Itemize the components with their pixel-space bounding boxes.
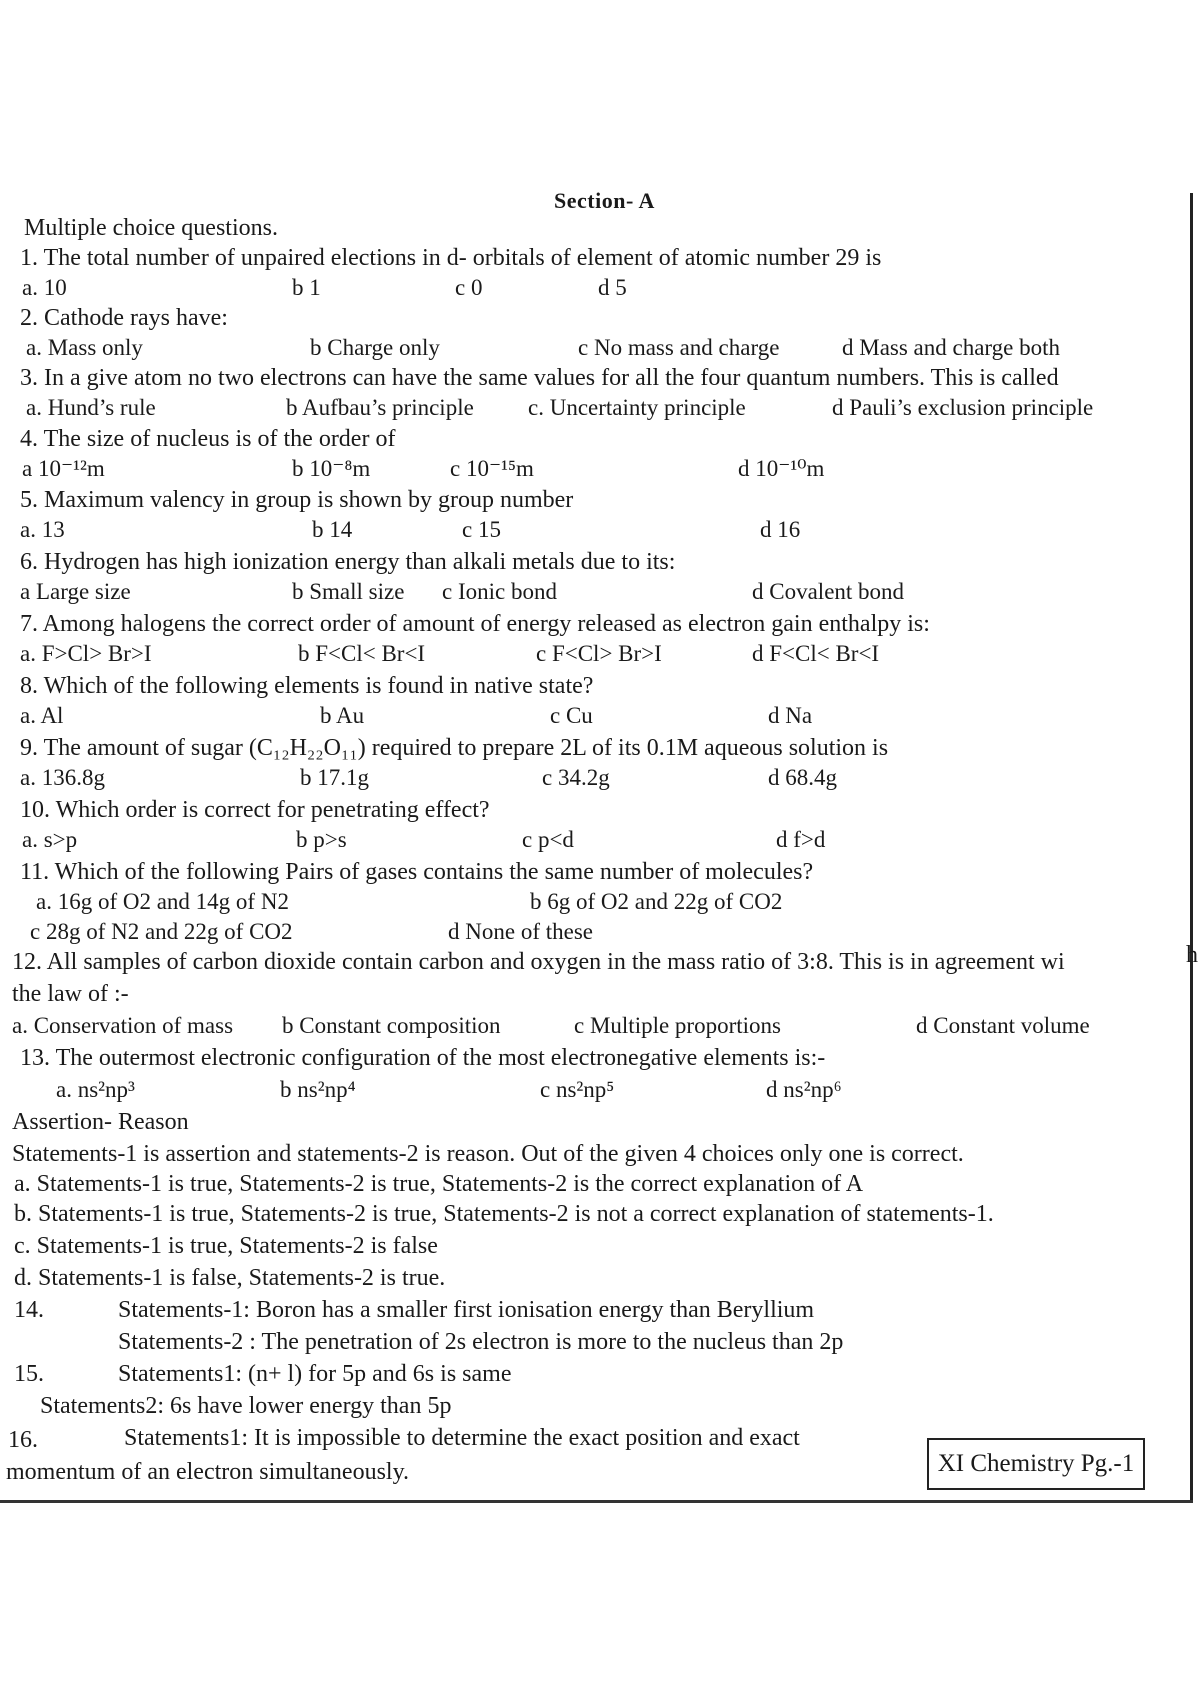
question-13: 13. The outermost electronic configuration of the most electronegative elements is:- [20, 1045, 826, 1071]
question-7: 7. Among halogens the correct order of amount of energy released as electron gain enthalpy is: [20, 611, 930, 637]
q2-option-c: c No mass and charge [578, 335, 780, 360]
q6-option-a: a Large size [20, 579, 131, 604]
q4-option-a: a 10⁻¹²m [22, 456, 105, 481]
q4-option-d: d 10⁻¹⁰m [738, 456, 825, 481]
question-12-cont: the law of :- [12, 981, 129, 1007]
q5-option-b: b 14 [312, 517, 353, 542]
scan-edge-bottom [0, 1500, 1193, 1503]
ar-item-16-number: 16. [8, 1427, 38, 1453]
q11-option-c: c 28g of N2 and 22g of CO2 [30, 919, 293, 944]
q11-option-b: b 6g of O2 and 22g of CO2 [530, 889, 783, 914]
q13-option-a: a. ns²np³ [56, 1077, 135, 1102]
q6-option-c: c Ionic bond [442, 579, 557, 604]
ar-item-15-statement-2: Statements2: 6s have lower energy than 5p [40, 1393, 452, 1419]
q8-option-d: d Na [768, 703, 813, 728]
q8-option-b: b Au [320, 703, 365, 728]
q13-option-d: d ns²np⁶ [766, 1077, 842, 1102]
scan-edge-right [1190, 193, 1193, 1503]
question-11: 11. Which of the following Pairs of gases contains the same number of molecules? [20, 859, 814, 885]
q7-option-c: c F<Cl> Br>I [536, 641, 662, 666]
ar-item-15-number: 15. [14, 1361, 44, 1387]
q8-option-c: c Cu [550, 703, 593, 728]
q11-option-a: a. 16g of O2 and 14g of N2 [36, 889, 289, 914]
question-10: 10. Which order is correct for penetrating effect? [20, 797, 490, 823]
q10-option-b: b p>s [296, 827, 347, 852]
q1-option-c: c 0 [455, 275, 483, 300]
q12-option-c: c Multiple proportions [574, 1013, 781, 1038]
question-5: 5. Maximum valency in group is shown by group number [20, 487, 574, 513]
q1-option-a: a. 10 [22, 275, 67, 300]
question-6: 6. Hydrogen has high ionization energy than alkali metals due to its: [20, 549, 676, 575]
question-9: 9. The amount of sugar (C₁₂H₂₂O₁₁) required to prepare 2L of its 0.1M aqueous solution is [20, 735, 889, 761]
q7-option-b: b F<Cl< Br<I [298, 641, 426, 666]
q9-option-c: c 34.2g [542, 765, 610, 790]
ar-choice-a: a. Statements-1 is true, Statements-2 is true, Statements-2 is the correct explanation of A [14, 1171, 864, 1197]
assertion-reason-heading: Assertion- Reason [12, 1109, 189, 1135]
ar-item-14-statement-1: Statements-1: Boron has a smaller first ionisation energy than Beryllium [118, 1297, 815, 1323]
question-3: 3. In a give atom no two electrons can have the same values for all the four quantum numbers. This is called [20, 365, 1059, 391]
page-label-box: XI Chemistry Pg.-1 [927, 1438, 1145, 1490]
ar-item-14-number: 14. [14, 1297, 44, 1323]
q13-option-c: c ns²np⁵ [540, 1077, 615, 1102]
q3-option-b: b Aufbau’s principle [286, 395, 474, 420]
ar-choice-b: b. Statements-1 is true, Statements-2 is true, Statements-2 is not a correct explanation of statements-1. [14, 1201, 994, 1227]
q4-option-c: c 10⁻¹⁵m [450, 456, 534, 481]
q11-option-d: d None of these [448, 919, 593, 944]
q3-option-a: a. Hund’s rule [26, 395, 156, 420]
q12-option-a: a. Conservation of mass [12, 1013, 234, 1038]
q12-option-b: b Constant composition [282, 1013, 501, 1038]
q5-option-a: a. 13 [20, 517, 65, 542]
q9-option-b: b 17.1g [300, 765, 369, 790]
q5-option-d: d 16 [760, 517, 801, 542]
ar-item-16-statement-1: Statements1: It is impossible to determine the exact position and exact [124, 1425, 800, 1451]
q2-option-a: a. Mass only [26, 335, 143, 360]
q9-option-a: a. 136.8g [20, 765, 105, 790]
q2-option-d: d Mass and charge both [842, 335, 1061, 360]
q7-option-d: d F<Cl< Br<I [752, 641, 880, 666]
q10-option-c: c p<d [522, 827, 574, 852]
assertion-reason-intro: Statements-1 is assertion and statements-2 is reason. Out of the given 4 choices only one is correct. [12, 1141, 964, 1167]
ar-choice-d: d. Statements-1 is false, Statements-2 is true. [14, 1265, 446, 1291]
question-2: 2. Cathode rays have: [20, 305, 228, 331]
q10-option-a: a. s>p [22, 827, 78, 852]
q10-option-d: d f>d [776, 827, 826, 852]
q2-option-b: b Charge only [310, 335, 440, 360]
q6-option-b: b Small size [292, 579, 405, 604]
q8-option-a: a. Al [20, 703, 64, 728]
question-12: 12. All samples of carbon dioxide contain carbon and oxygen in the mass ratio of 3:8. This is in agreement wi [12, 949, 1065, 975]
q4-option-b: b 10⁻⁸m [292, 456, 371, 481]
mcq-heading: Multiple choice questions. [24, 215, 278, 241]
question-4: 4. The size of nucleus is of the order of [20, 426, 396, 452]
q3-option-c: c. Uncertainty principle [528, 395, 746, 420]
ar-item-16-statement-cont: momentum of an electron simultaneously. [6, 1459, 410, 1485]
q12-option-d: d Constant volume [916, 1013, 1090, 1038]
q7-option-a: a. F>Cl> Br>I [20, 641, 152, 666]
ar-item-15-statement-1: Statements1: (n+ l) for 5p and 6s is same [118, 1361, 512, 1387]
question-1: 1. The total number of unpaired elections in d- orbitals of element of atomic number 29 is [20, 245, 882, 271]
question-8: 8. Which of the following elements is found in native state? [20, 673, 594, 699]
section-title: Section- A [554, 188, 655, 213]
ar-choice-c: c. Statements-1 is true, Statements-2 is false [14, 1233, 438, 1259]
q5-option-c: c 15 [462, 517, 501, 542]
q1-option-b: b 1 [292, 275, 321, 300]
q6-option-d: d Covalent bond [752, 579, 905, 604]
q9-option-d: d 68.4g [768, 765, 837, 790]
ar-item-14-statement-2: Statements-2 : The penetration of 2s electron is more to the nucleus than 2p [118, 1329, 844, 1355]
q13-option-b: b ns²np⁴ [280, 1077, 356, 1102]
q1-option-d: d 5 [598, 275, 627, 300]
q3-option-d: d Pauli’s exclusion principle [832, 395, 1094, 420]
cut-off-character: h [1186, 942, 1198, 968]
